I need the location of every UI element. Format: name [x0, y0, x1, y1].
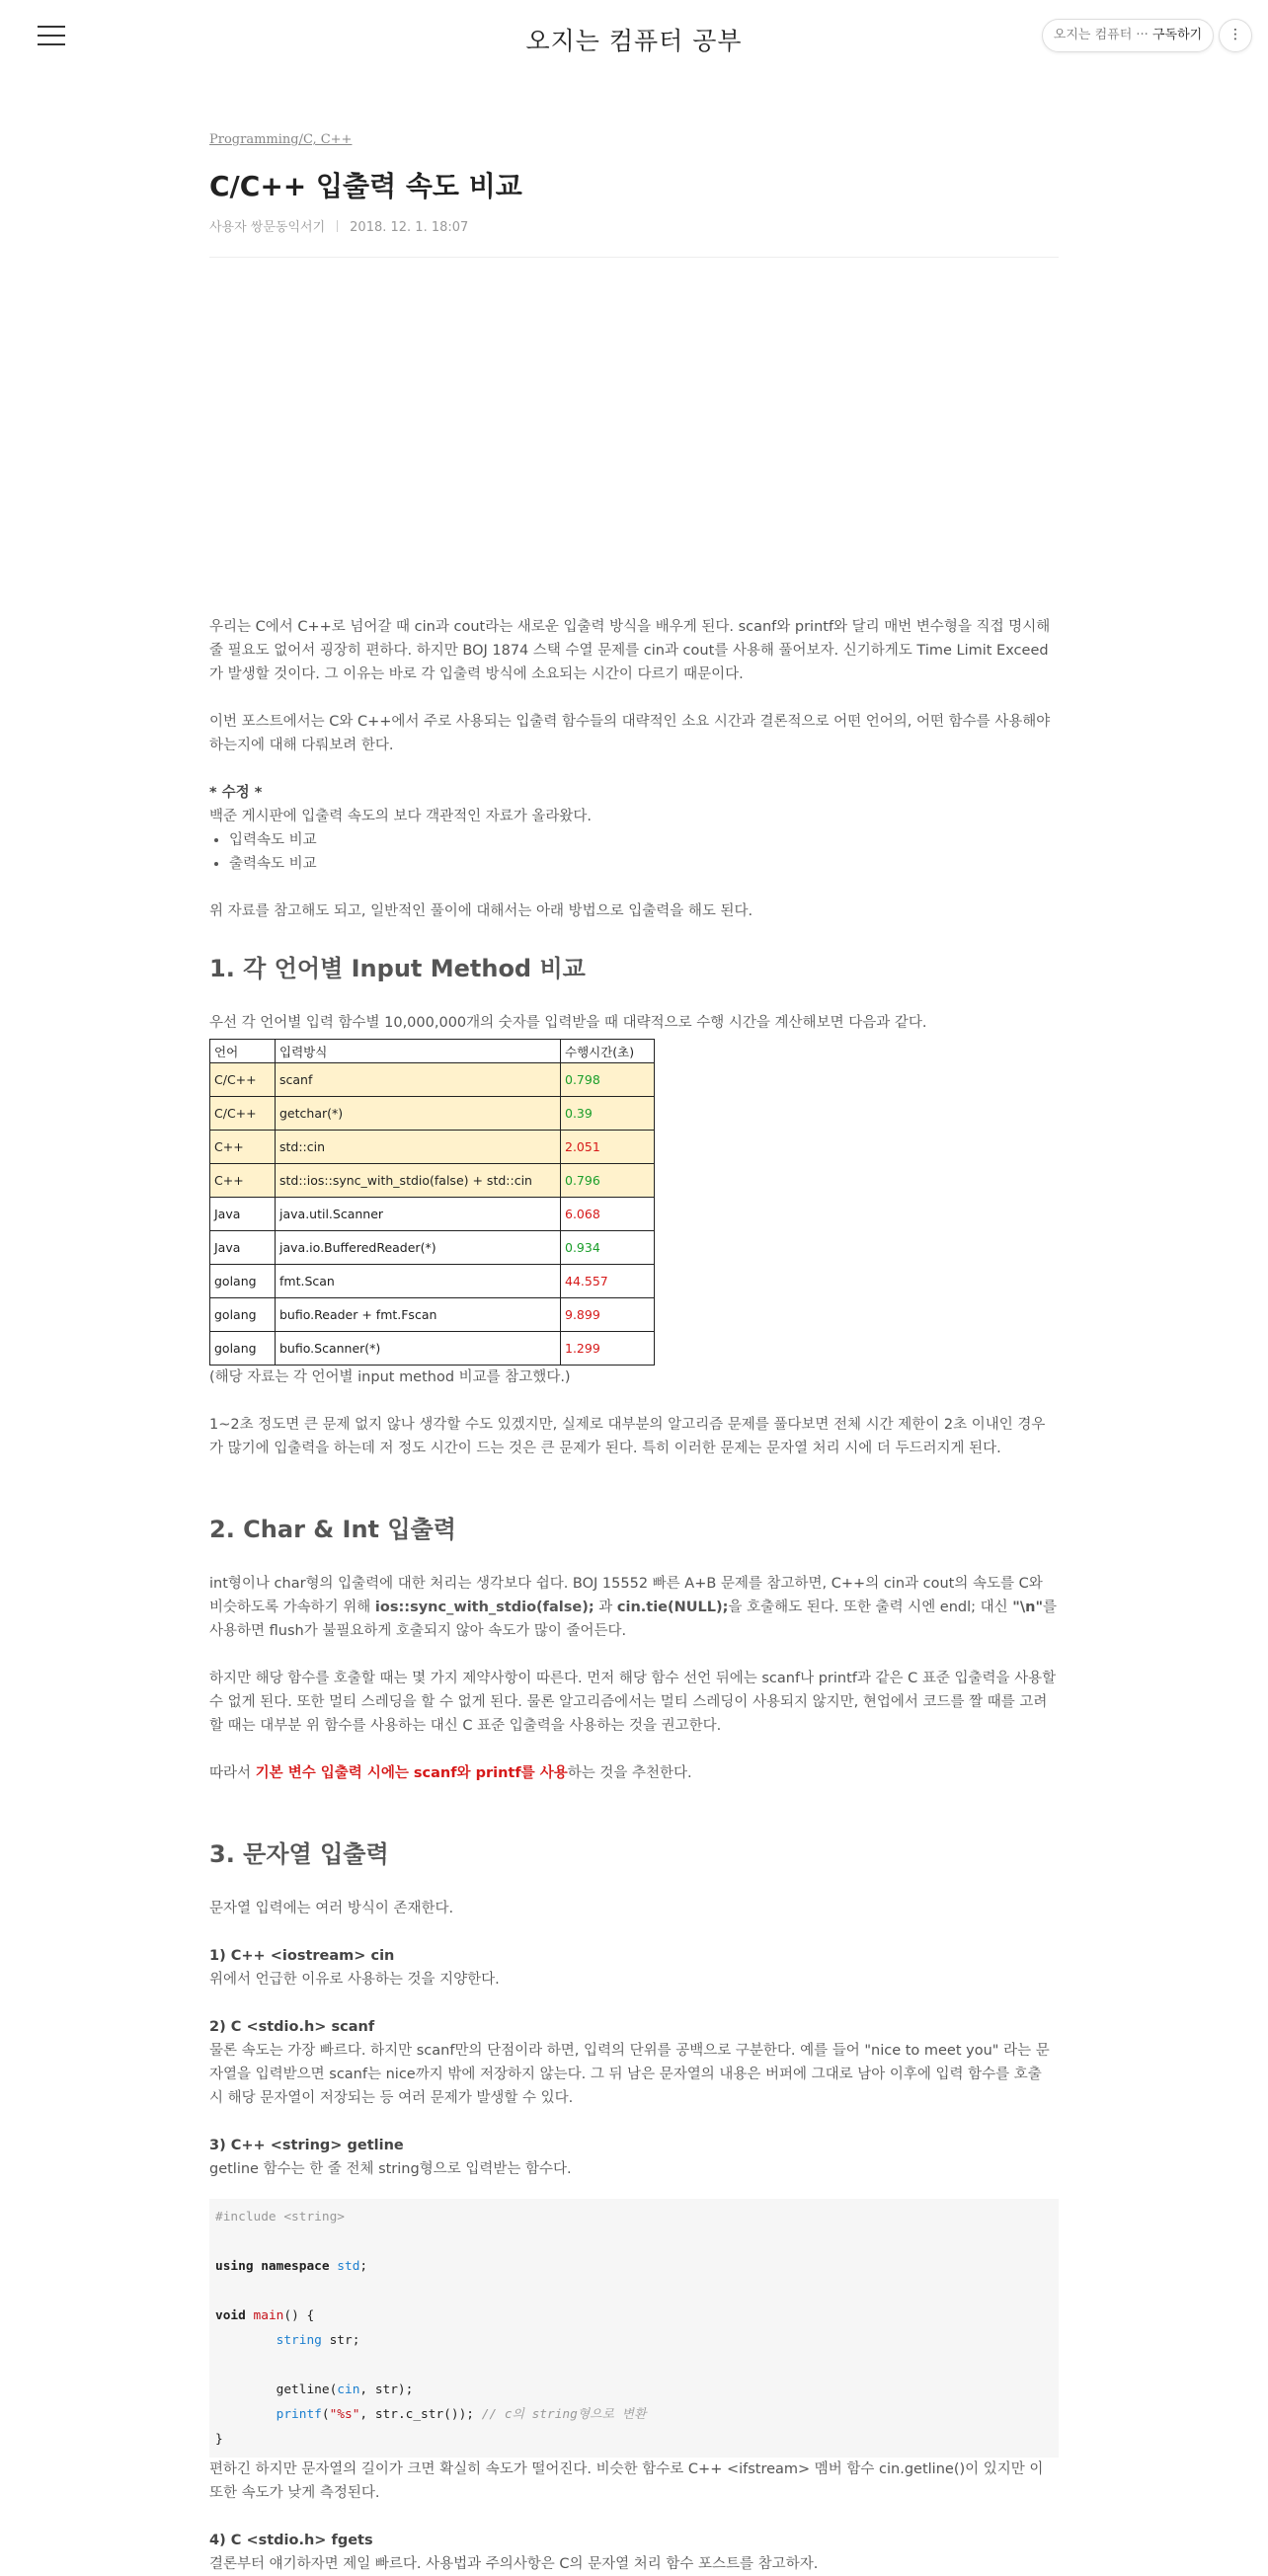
- blog-header: [0, 0, 1268, 77]
- table-row: [210, 1063, 655, 1097]
- cell-method: fmt.Scan: [276, 1265, 561, 1298]
- code-identifier: cin: [337, 2382, 360, 2397]
- cell-method: getchar(*): [276, 1097, 561, 1131]
- subscribe-label: 구독하기: [1151, 28, 1203, 42]
- cell-time: 0.39: [561, 1097, 655, 1131]
- post-date: 2018. 12. 1. 18:07: [350, 220, 469, 235]
- cell-method: java.util.Scanner: [276, 1198, 561, 1231]
- table-row: [210, 1265, 655, 1298]
- paragraph: 물론 속도는 가장 빠르다. 하지만 scanf만의 단점이라 하면, 입력의 단위를 공백으로 구분한다. 예를 들어 "nice to meet you" 라는 문자열을 입력받으면 scanf는 nice까지 밖에 저장하지 않는다. 그 뒤 남은 문자열의 내용은 버퍼에 그대로 남아 이후에 입력 함수를 호출 시 해당 문자열이 저장되는 등 여러 문제가 발생할 수 있다.: [209, 2043, 1050, 2106]
- cell-method: std::ios::sync_with_stdio(false) + std::cin: [276, 1164, 561, 1198]
- paragraph: getline 함수는 한 줄 전체 string형으로 입력받는 함수다.: [209, 2161, 572, 2177]
- edit-link-list: [209, 828, 1059, 876]
- code-text: getline(: [276, 2382, 338, 2397]
- more-options-icon[interactable]: ⋮: [1219, 19, 1252, 52]
- table-header-cell: 입력방식: [276, 1040, 561, 1063]
- paragraph: 이번 포스트에서는 C와 C++에서 주로 사용되는 입출력 함수들의 대략적인 소요 시간과 결론적으로 어떤 언어의, 어떤 함수를 사용해야 하는지에 대해 다뤄보려 한다.: [209, 714, 1051, 753]
- cell-method: bufio.Scanner(*): [276, 1332, 561, 1366]
- table-row: [210, 1298, 655, 1332]
- cell-lang: golang: [210, 1265, 276, 1298]
- cell-time: 2.051: [561, 1131, 655, 1164]
- text-run: 를 사용하면 flush가 불필요하게 호출되지 않아 속도가 많이 줄어든다.: [209, 1600, 1058, 1639]
- cell-lang: C/C++: [210, 1063, 276, 1097]
- cell-time: 44.557: [561, 1265, 655, 1298]
- subsection-title: 1) C++ <iostream> cin: [209, 1948, 395, 1964]
- table-header-row: [210, 1040, 655, 1063]
- cell-time: 0.796: [561, 1164, 655, 1198]
- text-run: 따라서: [209, 1765, 256, 1781]
- paragraph: 하지만 해당 함수를 호출할 때는 몇 가지 제약사항이 따른다. 먼저 해당 함수 선언 뒤에는 scanf나 printf과 같은 C 표준 입출력을 사용할 수 없게 된다. 또한 멀티 스레딩을 할 수 없게 된다. 물론 알고리즘에서는 멀티 스레딩이 사용되지 않지만, 현업에서 코드를 짤 때를 고려할 때는 대부분 위 함수를 사용하는 대신 C 표준 입출력을 사용하는 것을 권고한다.: [209, 1671, 1057, 1734]
- table-row: [210, 1198, 655, 1231]
- cell-lang: Java: [210, 1231, 276, 1265]
- table-row: [210, 1131, 655, 1164]
- cell-lang: C/C++: [210, 1097, 276, 1131]
- code-text: , str.c_str());: [359, 2407, 482, 2422]
- code-text: }: [215, 2432, 223, 2447]
- meta-divider: [337, 220, 338, 232]
- subscribe-blog-name: 오지는 컴퓨터 ···: [1053, 28, 1152, 42]
- paragraph: [209, 1572, 1059, 1643]
- cell-method: java.io.BufferedReader(*): [276, 1231, 561, 1265]
- code-include: #include <string>: [215, 2210, 345, 2225]
- list-item[interactable]: • 입력속도 비교: [229, 828, 1059, 852]
- code-inline: "\n": [1012, 1600, 1044, 1615]
- paragraph: 우선 각 언어별 입력 함수별 10,000,000개의 숫자를 입력받을 때 대략적으로 수행 시간을 계산해보면 다음과 같다.: [209, 1015, 927, 1031]
- list-item[interactable]: • 출력속도 비교: [229, 852, 1059, 876]
- blog-title[interactable]: 오지는 컴퓨터 공부: [525, 27, 743, 55]
- ad-placeholder: [209, 258, 1059, 615]
- code-block: #include <string> using namespace std; void main() { string str; getline(cin, str); printf("%s", str.c_str()); // c의 string형으로 변환 }: [209, 2199, 1059, 2458]
- cell-method: std::cin: [276, 1131, 561, 1164]
- cell-lang: C++: [210, 1131, 276, 1164]
- cell-method: bufio.Reader + fmt.Fscan: [276, 1298, 561, 1332]
- section-heading-2: 2. Char & Int 입출력: [209, 1516, 456, 1543]
- benchmark-table: [209, 1039, 655, 1366]
- cell-lang: golang: [210, 1332, 276, 1366]
- text-run: 과: [594, 1600, 617, 1615]
- cell-time: 6.068: [561, 1198, 655, 1231]
- post-author[interactable]: 사용자 쌍문동익서기: [209, 220, 326, 235]
- post-title: C/C++ 입출력 속도 비교: [209, 170, 522, 202]
- paragraph: 우리는 C에서 C++로 넘어갈 때 cin과 cout라는 새로운 입출력 방식을 배우게 된다. scanf와 printf와 달리 매번 변수형을 직접 명시해줄 필요도 없어서 굉장히 편하다. 하지만 BOJ 1874 스택 수열 문제를 cin과 cout를 사용해 풀어보자. 신기하게도 Time Limit Exceed가 발생할 것이다. 그 이유는 바로 각 입출력 방식에 소요되는 시간이 다르기 때문이다.: [209, 619, 1051, 682]
- cell-lang: golang: [210, 1298, 276, 1332]
- section-heading-3: 3. 문자열 입출력: [209, 1840, 389, 1868]
- code-keyword: void: [215, 2308, 246, 2323]
- code-text: str;: [321, 2333, 360, 2348]
- subsection-title: 4) C <stdio.h> fgets: [209, 2533, 373, 2548]
- paragraph: [209, 1761, 1059, 1785]
- paragraph: 문자열 입력에는 여러 방식이 존재한다.: [209, 1901, 454, 1916]
- code-function: printf: [276, 2407, 322, 2422]
- edit-note-text: 백준 게시판에 입출력 속도의 보다 객관적인 자료가 올라왔다.: [209, 809, 593, 824]
- subsection-title: 3) C++ <string> getline: [209, 2138, 404, 2153]
- code-comment: // c의 string형으로 변환: [481, 2407, 647, 2422]
- code-string: "%s": [329, 2407, 360, 2422]
- cell-time: 9.899: [561, 1298, 655, 1332]
- code-function: main: [253, 2308, 284, 2323]
- code-inline: ios::sync_with_stdio(false);: [374, 1600, 594, 1615]
- category-link[interactable]: Programming/C, C++: [209, 132, 353, 147]
- text-run: 을 호출해도 된다. 또한 출력 시엔 endl; 대신: [728, 1600, 1013, 1615]
- cell-time: 1.299: [561, 1332, 655, 1366]
- paragraph: 위 자료를 참고해도 되고, 일반적인 풀이에 대해서는 아래 방법으로 입출력을 해도 된다.: [209, 903, 753, 919]
- edit-note-title: * 수정 *: [209, 785, 263, 801]
- post-meta: [209, 216, 1059, 235]
- paragraph: 결론부터 얘기하자면 제일 빠르다. 사용법과 주의사항은 C의 문자열 처리 함수 포스트를 참고하자.: [209, 2556, 819, 2572]
- section-heading-1: 1. 각 언어별 Input Method 비교: [209, 955, 586, 982]
- table-row: [210, 1332, 655, 1366]
- cell-lang: C++: [210, 1164, 276, 1198]
- code-type: string: [276, 2333, 322, 2348]
- subsection-title: 2) C <stdio.h> scanf: [209, 2019, 375, 2035]
- table-header-cell: 수행시간(초): [561, 1040, 655, 1063]
- emphasis-text: 기본 변수 입출력 시에는 scanf와 printf를 사용: [255, 1765, 568, 1781]
- cell-time: 0.934: [561, 1231, 655, 1265]
- paragraph: 위에서 언급한 이유로 사용하는 것을 지양한다.: [209, 1972, 500, 1988]
- table-caption: (해당 자료는 각 언어별 input method 비교를 참고했다.): [209, 1369, 571, 1385]
- post-content: [209, 128, 1059, 2576]
- table-row: [210, 1097, 655, 1131]
- table-header-cell: 언어: [210, 1040, 276, 1063]
- text-run: int형이나 char형의 입출력에 대한 처리는 생각보다 쉽다. BOJ 15552 빠른 A+B 문제를 참고하면, C++의 cin과 cout의 속도를 C와 비슷하도록 가속하기 위해: [209, 1576, 1043, 1615]
- code-text: () {: [283, 2308, 315, 2323]
- paragraph: 편하긴 하지만 문자열의 길이가 크면 확실히 속도가 떨어진다. 비슷한 함수로 C++ <ifstream> 멤버 함수 cin.getline()이 있지만 이 또한 속도가 낮게 측정된다.: [209, 2461, 1044, 2501]
- code-inline: cin.tie(NULL);: [616, 1600, 729, 1615]
- code-keyword: using namespace: [215, 2259, 330, 2274]
- code-text: , str);: [359, 2382, 414, 2397]
- code-namespace: std: [337, 2259, 360, 2274]
- table-row: [210, 1231, 655, 1265]
- paragraph: 1~2초 정도면 큰 문제 없지 않나 생각할 수도 있겠지만, 실제로 대부분의 알고리즘 문제를 풀다보면 전체 시간 제한이 2초 이내인 경우가 많기에 입출력을 하는데 저 정도 시간이 드는 것은 큰 문제가 된다. 특히 이러한 문제는 문자열 처리 시에 더 두드러지게 된다.: [209, 1417, 1046, 1456]
- subscribe-button[interactable]: [1042, 19, 1214, 52]
- text-run: 하는 것을 추천한다.: [567, 1765, 692, 1781]
- cell-method: scanf: [276, 1063, 561, 1097]
- table-row: [210, 1164, 655, 1198]
- cell-lang: Java: [210, 1198, 276, 1231]
- cell-time: 0.798: [561, 1063, 655, 1097]
